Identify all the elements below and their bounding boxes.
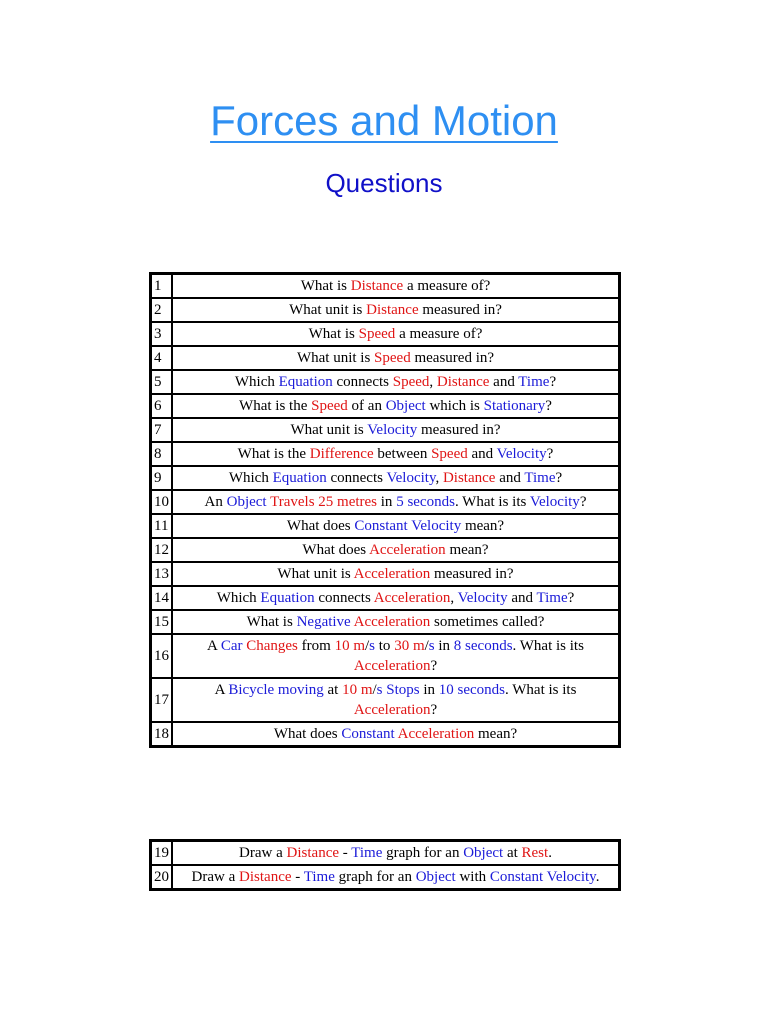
questions-table-2 [149,839,621,891]
keyword-blue: Negative [296,614,351,630]
keyword-blue: 5 seconds [396,494,455,510]
question-row [151,634,619,678]
keyword-red: 10 m [334,638,365,654]
question-row [151,514,619,538]
keyword-red: Distance [350,278,404,294]
question-text-segment: from [297,638,335,654]
question-number: 13 [151,562,172,586]
page-title [0,96,768,146]
question-text [172,322,619,346]
question-text-segment: , [435,470,443,486]
question-text-segment: What does [302,542,370,558]
question-text [172,678,619,722]
question-text-segment: between [373,446,432,462]
question-text-segment: . What is its [454,494,530,510]
question-text-segment: . What is its [505,682,577,698]
keyword-red: Changes [246,638,298,654]
question-number: 8 [151,442,172,466]
question-text-segment: What is [300,278,351,294]
keyword-red: Distance [436,374,490,390]
question-text-segment: sometimes called? [430,614,545,630]
question-row [151,274,619,298]
question-number: 2 [151,298,172,322]
keyword-red: Acceleration [353,566,431,582]
keyword-blue: Constant [341,726,395,742]
question-row [151,418,619,442]
question-text-segment: mean? [474,726,518,742]
question-row [151,322,619,346]
keyword-blue: Equation [260,590,315,606]
question-text-segment: measured in? [430,566,514,582]
question-text-segment: ? [545,398,552,414]
keyword-red: Distance [286,845,340,861]
questions-table-2-body [151,841,619,889]
keyword-red: Distance [366,302,419,318]
keyword-blue: Constant Velocity [354,518,462,534]
question-text-segment: to [375,638,395,654]
question-text [172,634,619,678]
keyword-blue: 8 seconds [453,638,513,654]
question-text-segment: and [495,470,525,486]
question-text-segment: mean? [461,518,505,534]
question-text [172,865,619,889]
keyword-blue: Bicycle moving [228,682,324,698]
question-text-segment: What unit is [289,302,367,318]
question-text [172,370,619,394]
keyword-blue: Velocity [386,470,436,486]
question-text [172,346,619,370]
question-text-segment: What is [308,326,359,342]
keyword-red: Speed [374,350,411,366]
question-text-segment: What is [246,614,297,630]
question-number: 20 [151,865,172,889]
question-text-segment: Which [234,374,279,390]
question-number: 16 [151,634,172,678]
keyword-blue: Time [303,869,335,885]
question-number: 19 [151,841,172,865]
question-text-segment: ? [430,658,438,674]
page-subtitle: Questions [325,168,443,198]
question-text-segment: graph for an [382,845,464,861]
question-text-segment: What is the [239,398,312,414]
question-row [151,586,619,610]
question-text-segment: An [204,494,227,510]
question-row [151,298,619,322]
question-number: 14 [151,586,172,610]
question-text-segment: - [339,845,352,861]
question-row [151,865,619,889]
question-text-segment: ? [555,470,563,486]
keyword-blue: Equation [278,374,333,390]
question-text-segment: Draw a [191,869,240,885]
question-text-segment: ? [549,374,557,390]
keyword-red: Acceleration [397,726,475,742]
keyword-red: Distance [239,869,292,885]
question-number: 11 [151,514,172,538]
question-number: 4 [151,346,172,370]
keyword-blue: s [428,638,435,654]
keyword-red: Acceleration [373,590,451,606]
question-text [172,562,619,586]
keyword-blue: Object [226,494,267,510]
question-text-segment: at [503,845,522,861]
question-number: 12 [151,538,172,562]
question-text-segment: and [507,590,537,606]
question-number: 7 [151,418,172,442]
question-text-segment: / [372,682,377,698]
question-row [151,610,619,634]
keyword-blue: s [376,682,383,698]
keyword-red: Rest [521,845,549,861]
keyword-red: Speed [392,374,430,390]
question-text-segment: A [214,682,229,698]
question-row [151,466,619,490]
question-text-segment: What is the [237,446,310,462]
page-title-text: Forces and Motion [210,97,558,144]
question-text-segment: measured in? [417,422,501,438]
question-text-segment: connects [332,374,393,390]
question-text-segment: Which [216,590,261,606]
keyword-blue: Object [415,869,456,885]
question-row [151,490,619,514]
question-text [172,394,619,418]
question-number: 6 [151,394,172,418]
keyword-red: 10 m [342,682,373,698]
question-text-segment: ? [579,494,587,510]
question-text [172,610,619,634]
question-text-segment: / [365,638,370,654]
keyword-red: Acceleration [353,614,431,630]
question-text-segment: ? [567,590,575,606]
question-row [151,841,619,865]
question-number: 5 [151,370,172,394]
keyword-blue: Velocity [457,590,508,606]
questions-table-1-body [151,274,619,746]
keyword-blue: Equation [272,470,327,486]
question-text-segment: . [595,869,600,885]
question-text [172,538,619,562]
question-row [151,722,619,746]
question-text-segment: What unit is [290,422,368,438]
question-text-segment: What unit is [277,566,354,582]
keyword-blue: Velocity [367,422,418,438]
question-text-segment: . What is its [512,638,584,654]
question-row [151,394,619,418]
question-text-segment: and [489,374,519,390]
question-row [151,370,619,394]
keyword-blue: Velocity [496,446,547,462]
question-number: 9 [151,466,172,490]
keyword-red: Speed [431,446,468,462]
question-row [151,678,619,722]
question-text-segment: at [323,682,343,698]
question-text-segment: . [548,845,552,861]
keyword-blue: Stops [386,682,420,698]
question-text-segment: What does [286,518,355,534]
question-text-segment: in [434,638,454,654]
question-text [172,442,619,466]
question-text [172,418,619,442]
question-text [172,514,619,538]
keyword-red: Distance [442,470,496,486]
question-text [172,722,619,746]
question-text-segment: , [450,590,458,606]
question-text-segment: graph for an [334,869,416,885]
question-number: 17 [151,678,172,722]
question-text-segment: What unit is [296,350,375,366]
question-text [172,490,619,514]
question-text [172,298,619,322]
question-text-segment: Draw a [239,845,287,861]
questions-table-1 [149,272,621,748]
keyword-blue: Car [220,638,243,654]
keyword-red: Speed [358,326,396,342]
question-text-segment: a measure of? [395,326,483,342]
keyword-blue: Stationary [483,398,546,414]
question-text-segment: a measure of? [403,278,491,294]
question-text-segment: - [291,869,304,885]
keyword-red: 30 m [394,638,425,654]
question-text-segment: measured in? [418,302,502,318]
keyword-red: 25 metres [318,494,378,510]
question-text-segment: What does [273,726,342,742]
question-text-segment: mean? [445,542,489,558]
keyword-blue: Object [463,845,504,861]
keyword-blue: Time [518,374,550,390]
question-text-segment: ? [430,702,438,718]
question-row [151,442,619,466]
question-number: 3 [151,322,172,346]
keyword-blue: Constant Velocity [489,869,596,885]
keyword-red: Speed [311,398,348,414]
keyword-red: Travels [270,494,315,510]
question-row [151,346,619,370]
question-text-segment: which is [425,398,484,414]
keyword-red: Acceleration [369,542,446,558]
question-text-segment: / [424,638,429,654]
keyword-blue: Time [351,845,383,861]
keyword-blue: Time [536,590,568,606]
question-text-segment: A [207,638,221,654]
question-text-segment: in [377,494,397,510]
question-text-segment: in [419,682,439,698]
question-text-segment: with [455,869,490,885]
question-text [172,586,619,610]
keyword-blue: s [369,638,376,654]
keyword-blue: Object [385,398,426,414]
question-text [172,841,619,865]
keyword-blue: Time [524,470,556,486]
question-text-segment: ? [546,446,554,462]
question-text-segment: measured in? [410,350,495,366]
question-number: 15 [151,610,172,634]
question-row [151,538,619,562]
keyword-blue: 10 seconds [438,682,506,698]
question-text-segment: , [429,374,437,390]
question-text-segment: of an [347,398,386,414]
question-text-segment: Which [228,470,273,486]
keyword-red: Difference [309,446,374,462]
keyword-red: Acceleration [353,702,431,718]
question-row [151,562,619,586]
question-number: 1 [151,274,172,298]
question-text [172,466,619,490]
question-text-segment: connects [326,470,387,486]
keyword-blue: Velocity [529,494,580,510]
question-text [172,274,619,298]
keyword-red: Acceleration [353,658,431,674]
question-text-segment: and [467,446,497,462]
question-text-segment: connects [314,590,374,606]
question-number: 18 [151,722,172,746]
question-number: 10 [151,490,172,514]
